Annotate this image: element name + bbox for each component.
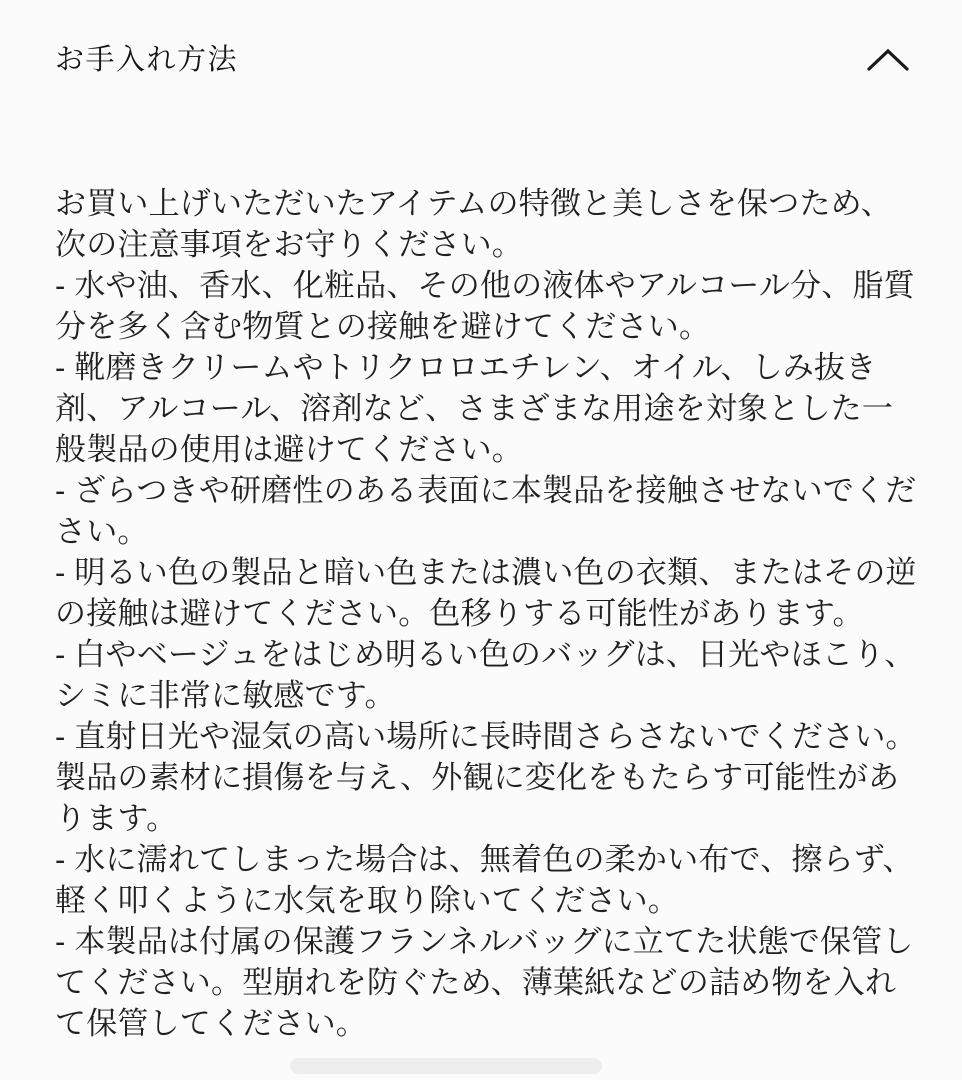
text-line: - 靴磨きクリームやトリクロロエチレン、オイル、しみ抜き	[55, 350, 877, 385]
text-line: - 直射日光や湿気の高い場所に長時間さらさないでください。	[55, 719, 917, 754]
text-line: てください。型崩れを防ぐため、薄葉紙などの詰め物を入れ	[55, 965, 897, 1000]
text-line: - 本製品は付属の保護フランネルバッグに立てた状態で保管し	[55, 924, 914, 959]
section-title: お手入れ方法	[55, 44, 239, 76]
chevron-up-icon[interactable]	[866, 45, 910, 75]
text-line: の接触は避けてください。色移りする可能性があります。	[55, 596, 864, 631]
text-line: - ざらつきや研磨性のある表面に本製品を接触させないでくだ	[55, 473, 917, 508]
text-line: シミに非常に敏感です。	[55, 678, 396, 713]
text-line: 分を多く含む物質との接触を避けてください。	[55, 309, 711, 344]
text-line: 次の注意事項をお守りください。	[55, 227, 523, 262]
text-line: - 水に濡れてしまった場合は、無着色の柔かい布で、擦らず、	[55, 842, 914, 877]
text-line: さい。	[55, 514, 149, 549]
text-line: 剤、アルコール、溶剤など、さまざまな用途を対象とした一	[55, 391, 894, 426]
care-instructions-text	[55, 183, 917, 1044]
text-line: 般製品の使用は避けてください。	[55, 432, 523, 467]
care-section-header[interactable]	[55, 40, 910, 80]
text-line: - 白やベージュをはじめ明るい色のバッグは、日光やほこり、	[55, 637, 916, 672]
text-line: て保管してください。	[55, 1006, 367, 1041]
home-indicator	[290, 1058, 602, 1074]
text-line: - 水や油、香水、化粧品、その他の液体やアルコール分、脂質	[55, 268, 915, 303]
text-line: - 明るい色の製品と暗い色または濃い色の衣類、またはその逆	[55, 555, 917, 590]
text-line: お買い上げいただいたアイテムの特徴と美しさを保つため、	[55, 186, 892, 221]
text-line: ります。	[55, 801, 178, 836]
text-line: 軽く叩くように水気を取り除いてください。	[55, 883, 679, 918]
text-line: 製品の素材に損傷を与え、外観に変化をもたらす可能性があ	[55, 760, 900, 795]
